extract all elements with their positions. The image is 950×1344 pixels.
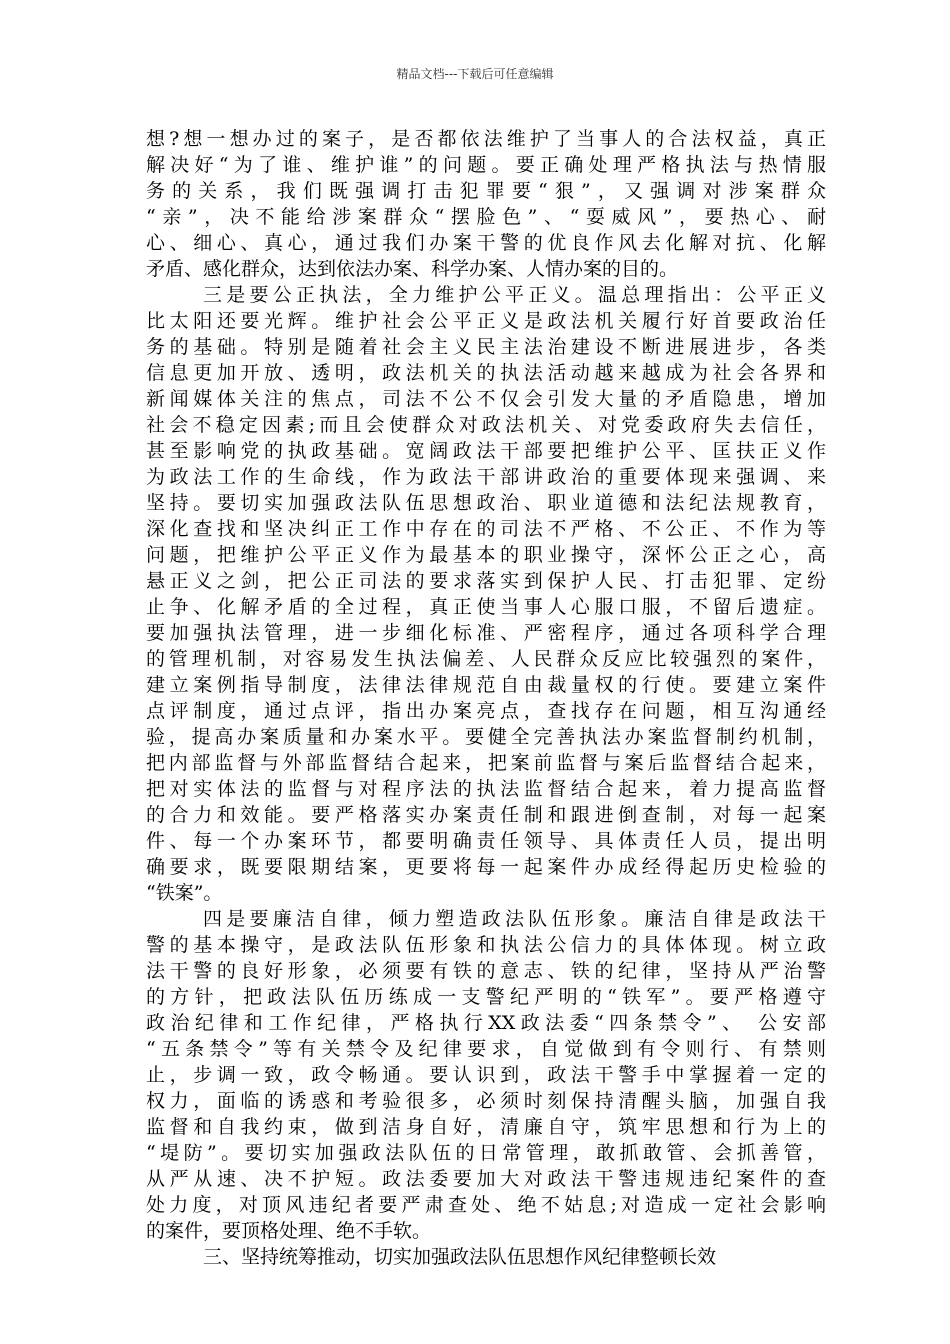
body-line: “亲”，决不能给涉案群众“摆脸色”、“耍威风”，要热心、耐 xyxy=(146,206,826,228)
body-line: 的方针，把政法队伍历练成一支警纪严明的“铁军”。要严格遵守 xyxy=(146,986,826,1008)
body-line: 务的关系，我们既强调打击犯罪要“狠”，又强调对涉案群众 xyxy=(146,180,826,202)
body-line: 止，步调一致，政令畅通。要认识到，政法干警手中掌握着一定的 xyxy=(146,1064,826,1086)
body-line: 问题，把维护公平正义作为最基本的职业操守，深怀公正之心，高 xyxy=(146,544,826,566)
body-line: 信息更加开放、透明，政法机关的执法活动越来越成为社会各界和 xyxy=(146,362,826,384)
body-line: 为政法工作的生命线，作为政法干部讲政治的重要体现来强调、来 xyxy=(146,466,826,488)
body-line: 点评制度，通过点评，指出办案亮点，查找存在问题，相互沟通经 xyxy=(146,700,826,722)
body-line: 社会不稳定因素;而且会使群众对政法机关、对党委政府失去信任， xyxy=(146,414,826,436)
body-line: 的管理机制，对容易发生执法偏差、人民群众反应比较强烈的案件， xyxy=(146,648,826,670)
body-line: 比太阳还要光辉。维护社会公平正义是政法机关履行好首要政治任 xyxy=(146,310,826,332)
paragraph-start-line: 四是要廉洁自律，倾力塑造政法队伍形象。廉洁自律是政法干 xyxy=(203,908,826,930)
paragraph-start-line: 三是要公正执法，全力维护公平正义。温总理指出：公平正义 xyxy=(203,284,826,306)
body-line: 法干警的良好形象，必须要有铁的意志、铁的纪律，坚持从严治警 xyxy=(146,960,826,982)
body-line: 把内部监督与外部监督结合起来，把案前监督与案后监督结合起来， xyxy=(146,752,826,774)
body-line: 新闻媒体关注的焦点，司法不公不仅会引发大量的矛盾隐患，增加 xyxy=(146,388,826,410)
body-line: 务的基础。特别是随着社会主义民主法治建设不断进展进步，各类 xyxy=(146,336,826,358)
body-line: 把对实体法的监督与对程序法的执法监督结合起来，着力提高监督 xyxy=(146,778,826,800)
document-body xyxy=(146,126,826,1270)
section-heading-line: 三、坚持统筹推动，切实加强政法队伍思想作风纪律整顿长效 xyxy=(203,1246,717,1268)
body-line: 想?想一想办过的案子，是否都依法维护了当事人的合法权益，真正 xyxy=(146,128,826,150)
body-line: 件、每一个办案环节，都要明确责任领导、具体责任人员，提出明 xyxy=(146,830,826,852)
body-line: 解决好“为了谁、维护谁”的问题。要正确处理严格执法与热情服 xyxy=(146,154,826,176)
body-line: 心、细心、真心，通过我们办案干警的优良作风去化解对抗、化解 xyxy=(146,232,826,254)
body-line: 要加强执法管理，进一步细化标准、严密程序，通过各项科学合理 xyxy=(146,622,826,644)
page-header: 精品文档---下载后可任意编辑 xyxy=(396,67,554,81)
body-line: 的案件，要顶格处理、绝不手软。 xyxy=(146,1220,432,1242)
body-line: 止争、化解矛盾的全过程，真正使当事人心服口服，不留后遗症。 xyxy=(146,596,826,618)
body-line: 监督和自我约束，做到洁身自好，清廉自守，筑牢思想和行为上的 xyxy=(146,1116,826,1138)
body-line: 建立案例指导制度，法律法律规范自由裁量权的行使。要建立案件 xyxy=(146,674,826,696)
body-line: “五条禁令”等有关禁令及纪律要求，自觉做到有令则行、有禁则 xyxy=(146,1038,826,1060)
body-line: 甚至影响党的执政基础。宽阔政法干部要把维护公平、匡扶正义作 xyxy=(146,440,826,462)
body-line: 确要求，既要限期结案，更要将每一起案件办成经得起历史检验的 xyxy=(146,856,826,878)
body-line: 政治纪律和工作纪律，严格执行XX政法委“四条禁令”、 公安部 xyxy=(146,1012,826,1034)
body-line: 警的基本操守，是政法队伍形象和执法公信力的具体体现。树立政 xyxy=(146,934,826,956)
body-line: 悬正义之剑，把公正司法的要求落实到保护人民、打击犯罪、定纷 xyxy=(146,570,826,592)
body-line: 处力度，对顶风违纪者要严肃查处、绝不姑息;对造成一定社会影响 xyxy=(146,1194,826,1216)
body-line: 深化查找和坚决纠正工作中存在的司法不严格、不公正、不作为等 xyxy=(146,518,826,540)
body-line: “铁案”。 xyxy=(146,882,223,904)
body-line: “堤防”。要切实加强政法队伍的日常管理，敢抓敢管、会抓善管， xyxy=(146,1142,826,1164)
body-line: 的合力和效能。要严格落实办案责任制和跟进倒查制，对每一起案 xyxy=(146,804,826,826)
body-line: 矛盾、感化群众，达到依法办案、科学办案、人情办案的目的。 xyxy=(146,258,679,280)
body-line: 从严从速、决不护短。政法委要加大对政法干警违规违纪案件的查 xyxy=(146,1168,826,1190)
body-line: 坚持。要切实加强政法队伍思想政治、职业道德和法纪法规教育， xyxy=(146,492,826,514)
body-line: 权力，面临的诱惑和考验很多，必须时刻保持清醒头脑，加强自我 xyxy=(146,1090,826,1112)
body-line: 验，提高办案质量和办案水平。要健全完善执法办案监督制约机制， xyxy=(146,726,826,748)
